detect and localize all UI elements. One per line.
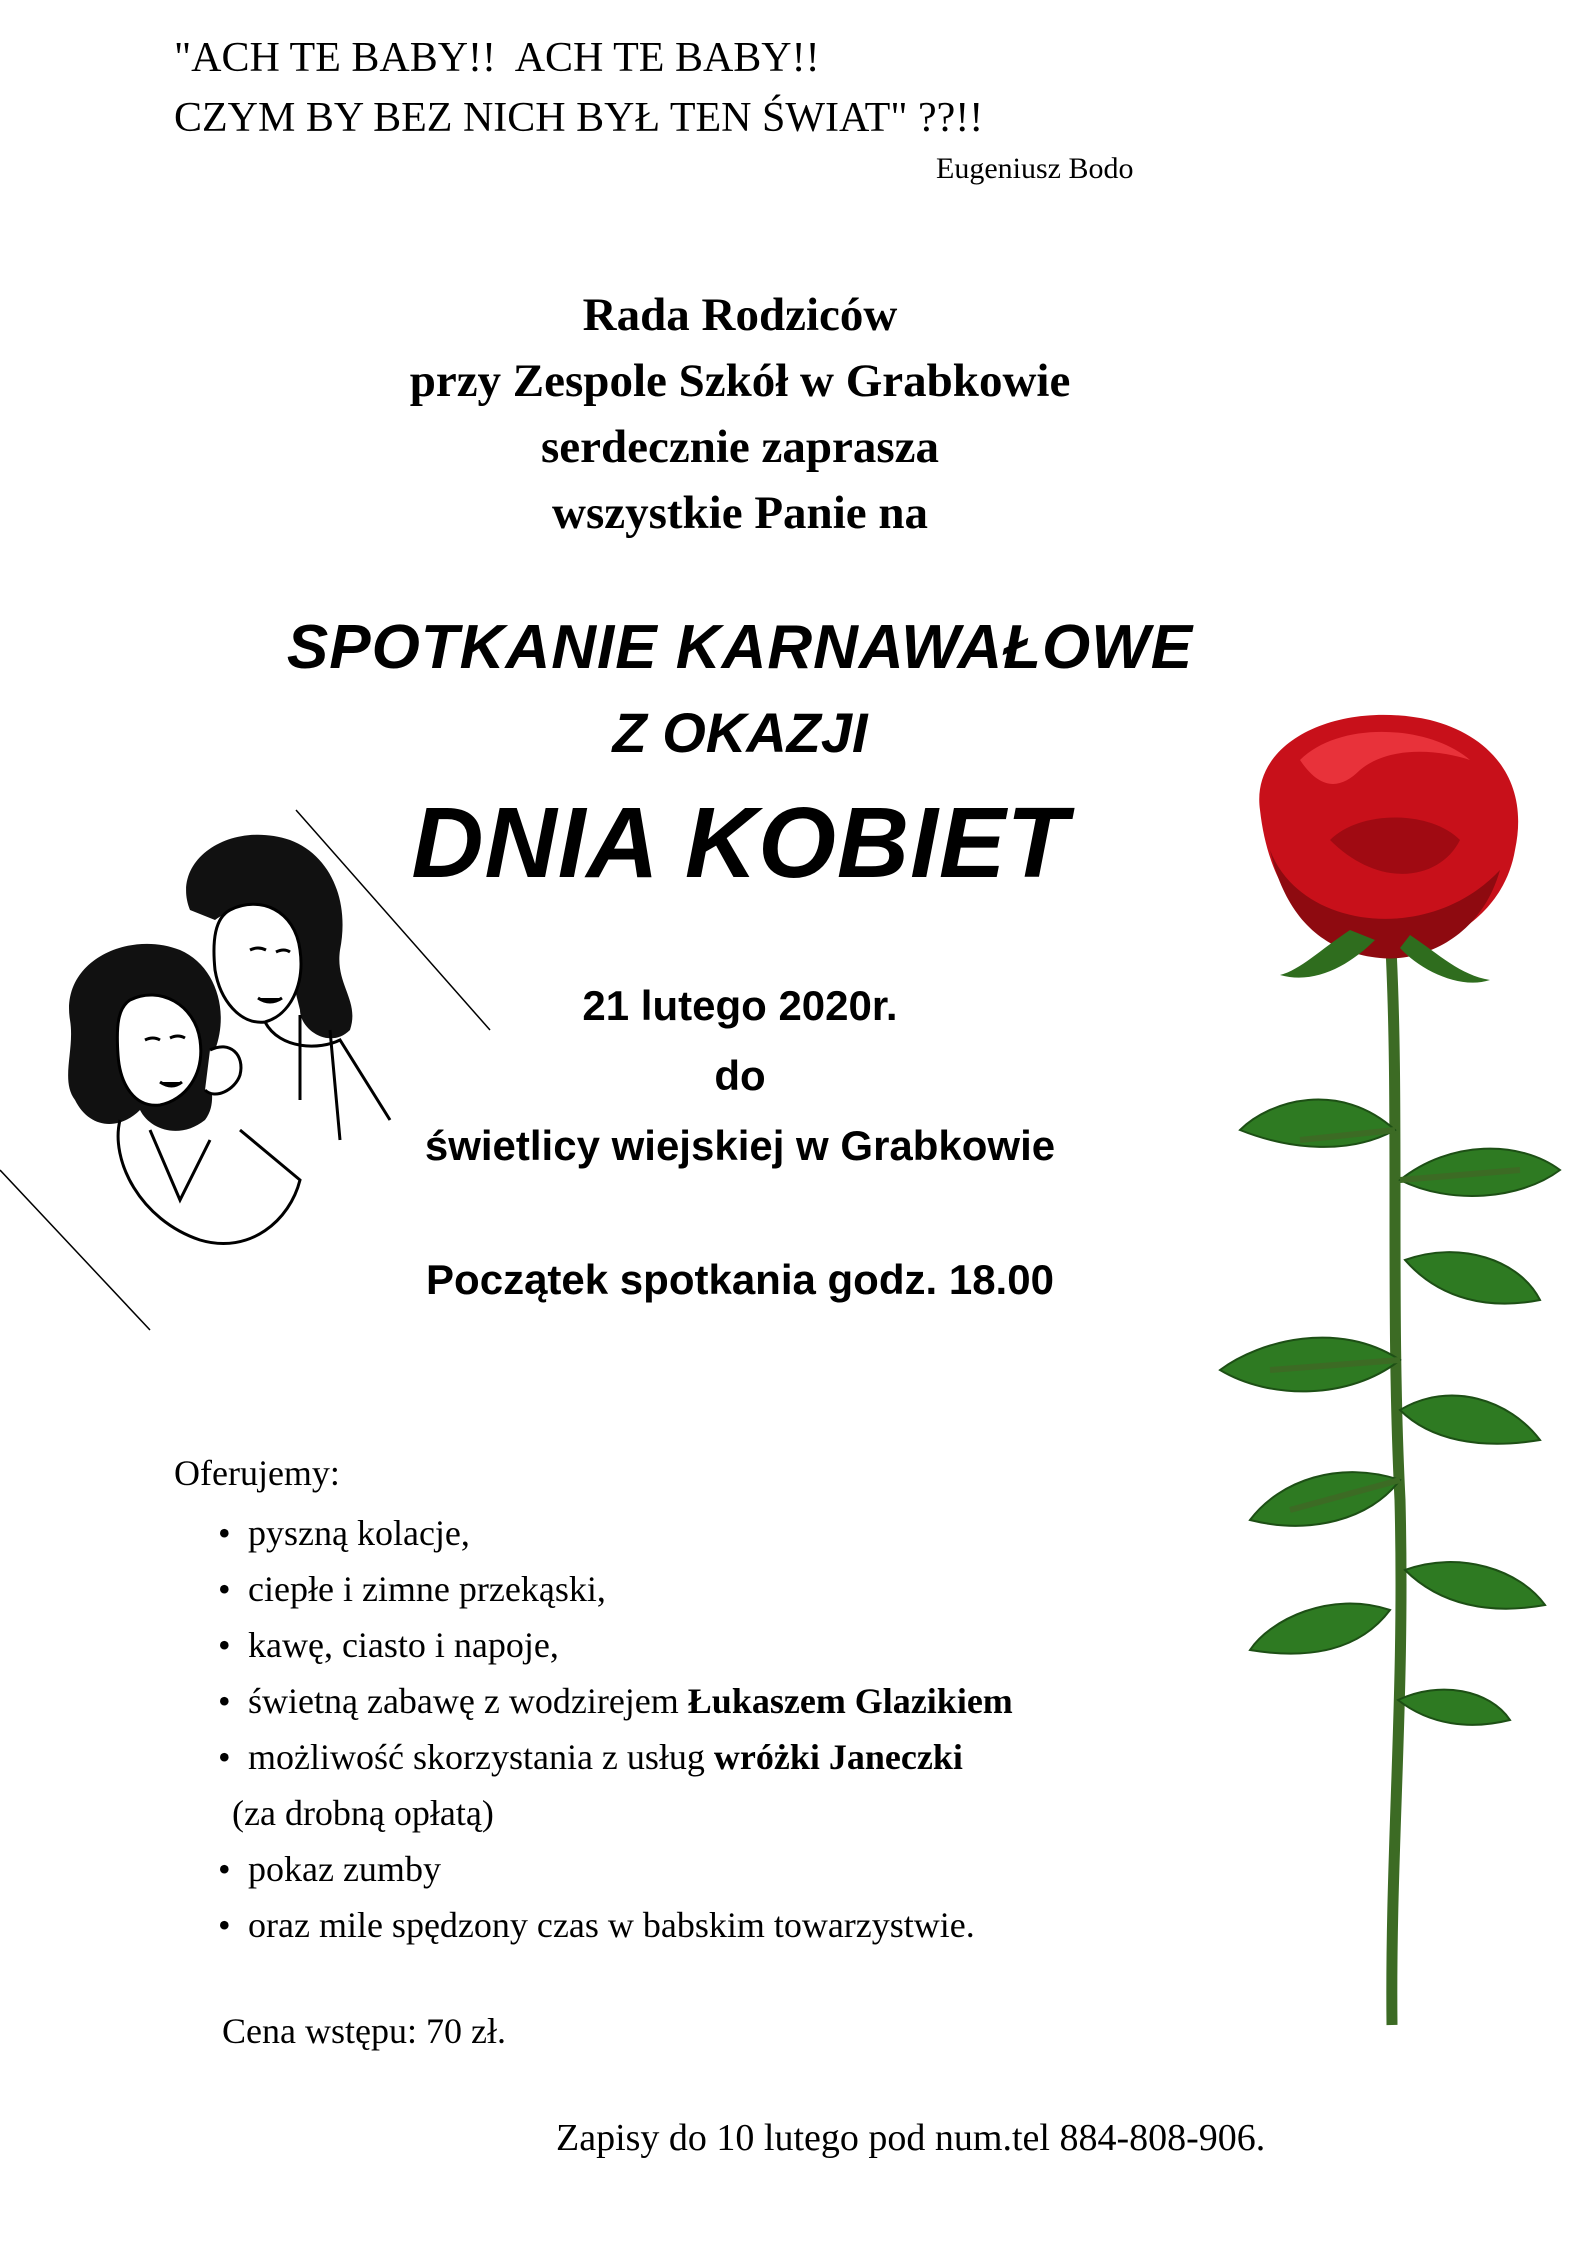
inviter-line-4: wszystkie Panie na [552, 487, 928, 539]
quote [174, 28, 983, 148]
bullet-icon: • [218, 1737, 231, 1777]
bullet-icon: • [218, 1513, 231, 1553]
offer-item-continuation: (za drobną opłatą) [232, 1793, 494, 1833]
inviter-line-1: Rada Rodziców [582, 289, 898, 341]
signup-info: Zapisy do 10 lutego pod num.tel 884-808-906. [556, 2117, 1266, 2159]
offer-item: • ciepłe i zimne przekąski, [218, 1561, 1013, 1617]
inviter-block [0, 282, 1480, 546]
fortune-teller-name: wróżki Janeczki [713, 1737, 963, 1777]
entry-price: Cena wstępu: 70 zł. [222, 2011, 506, 2051]
inviter-line-3: serdecznie zaprasza [540, 421, 940, 473]
bullet-icon: • [218, 1681, 231, 1721]
event-place: świetlicy wiejskiej w Grabkowie [424, 1122, 1056, 1169]
offer-item: • kawę, ciasto i napoje, [218, 1617, 1013, 1673]
inviter-line-2: przy Zespole Szkół w Grabkowie [409, 355, 1071, 407]
host-name: Łukaszem Glazikiem [687, 1681, 1013, 1721]
bullet-icon: • [218, 1625, 231, 1665]
offer-item: • oraz mile spędzony czas w babskim towarzystwie. [218, 1897, 1013, 1953]
offer-heading: Oferujemy: [174, 1453, 340, 1493]
bullet-icon: • [218, 1905, 231, 1945]
offer-item: • świetną zabawę z wodzirejem Łukaszem Glazikiem [218, 1673, 1013, 1729]
offer-item: • pokaz zumby [218, 1841, 1013, 1897]
offer-item: • możliwość skorzystania z usług wróżki Janeczki [218, 1729, 1013, 1785]
event-to: do [714, 1052, 766, 1099]
quote-author: Eugeniusz Bodo [936, 152, 1134, 185]
event-date: 21 lutego 2020r. [582, 982, 898, 1029]
red-rose-illustration [1100, 700, 1587, 2030]
event-start-time: Początek spotkania godz. 18.00 [426, 1256, 1054, 1303]
offer-list [218, 1505, 1013, 1953]
bullet-icon: • [218, 1849, 231, 1889]
headline-line-2: Z OKAZJI [612, 701, 868, 764]
quote-line-2: CZYM BY BEZ NICH BYŁ TEN ŚWIAT" ??!! [174, 95, 984, 141]
bullet-icon: • [218, 1569, 231, 1609]
headline-line-1: SPOTKANIE KARNAWAŁOWE [286, 613, 1194, 682]
headline-line-3: DNIA KOBIET [411, 787, 1069, 899]
offer-item: • pyszną kolacje, [218, 1505, 1013, 1561]
quote-line-1: "ACH TE BABY!! ACH TE BABY!! [174, 35, 820, 81]
